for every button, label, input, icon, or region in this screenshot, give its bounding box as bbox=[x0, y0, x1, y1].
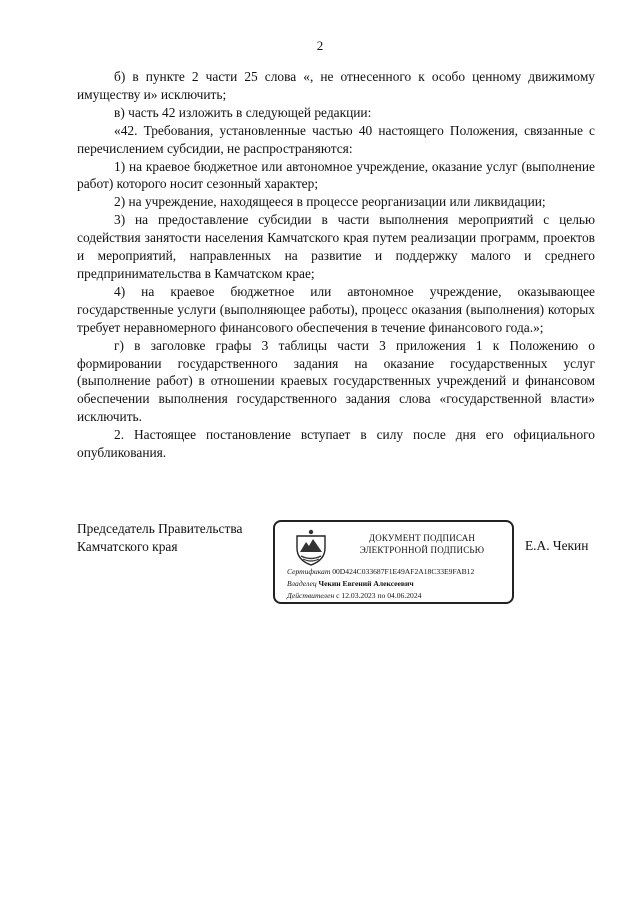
document-body bbox=[77, 68, 595, 462]
stamp-owner: Владелец Чекин Евгений Алексеевич bbox=[287, 579, 414, 588]
signatory-position-line1: Председатель Правительства bbox=[77, 521, 243, 536]
paragraph-item-3: 3) на предоставление субсидии в части выполнения мероприятий с целью содействия занятости населения Камчатского края путем реализации программ, проектов и мероприятий, направленных на развитие и поддержку малого и среднего предпринимательства в Камчатском крае; bbox=[77, 212, 595, 281]
electronic-signature-stamp bbox=[273, 520, 514, 604]
kamchatka-emblem-icon bbox=[291, 528, 331, 568]
stamp-validity: Действителен с 12.03.2023 по 04.06.2024 bbox=[287, 591, 422, 600]
paragraph-42: «42. Требования, установленные частью 40 настоящего Положения, связанные с перечислением субсидии, не распространяются: bbox=[77, 122, 595, 156]
signatory-position-line2: Камчатского края bbox=[77, 539, 178, 554]
paragraph-v: в) часть 42 изложить в следующей редакции: bbox=[114, 104, 372, 120]
stamp-title: ДОКУМЕНТ ПОДПИСАН ЭЛЕКТРОННОЙ ПОДПИСЬЮ bbox=[359, 533, 485, 555]
paragraph-item-2: 2) на учреждение, находящееся в процессе реорганизации или ликвидации; bbox=[114, 194, 546, 210]
stamp-details bbox=[287, 566, 474, 602]
page-number: 2 bbox=[316, 38, 324, 53]
signatory-name: Е.А. Чекин bbox=[525, 538, 589, 553]
paragraph-g: г) в заголовке графы 3 таблицы части 3 приложения 1 к Положению о формировании государственного задания на оказание государственных услуг (выполнение работ) в отношении краевых государственных учреждений и финансовом обеспечении выполнения государственного задания слова «государственной власти» исключить. bbox=[77, 337, 595, 425]
paragraph-2: 2. Настоящее постановление вступает в силу после дня его официального опубликования. bbox=[77, 427, 595, 461]
stamp-certificate: Сертификат 00D424C033687F1E49AF2A18C33E9FAB12 bbox=[287, 567, 475, 576]
signatory-position bbox=[77, 520, 242, 556]
paragraph-item-4: 4) на краевое бюджетное или автономное учреждение, оказывающее государственные услуги (выполняющее работы), процесс оказания (выполнения) которых требует неравномерного финансового обеспечения в течение финансового года.»; bbox=[77, 283, 595, 335]
paragraph-b: б) в пункте 2 части 25 слова «, не отнесенного к особо ценному движимому имуществу и» исключить; bbox=[77, 69, 595, 102]
paragraph-item-1: 1) на краевое бюджетное или автономное учреждение, оказание услуг (выполнение работ) которого носит сезонный характер; bbox=[77, 158, 595, 192]
